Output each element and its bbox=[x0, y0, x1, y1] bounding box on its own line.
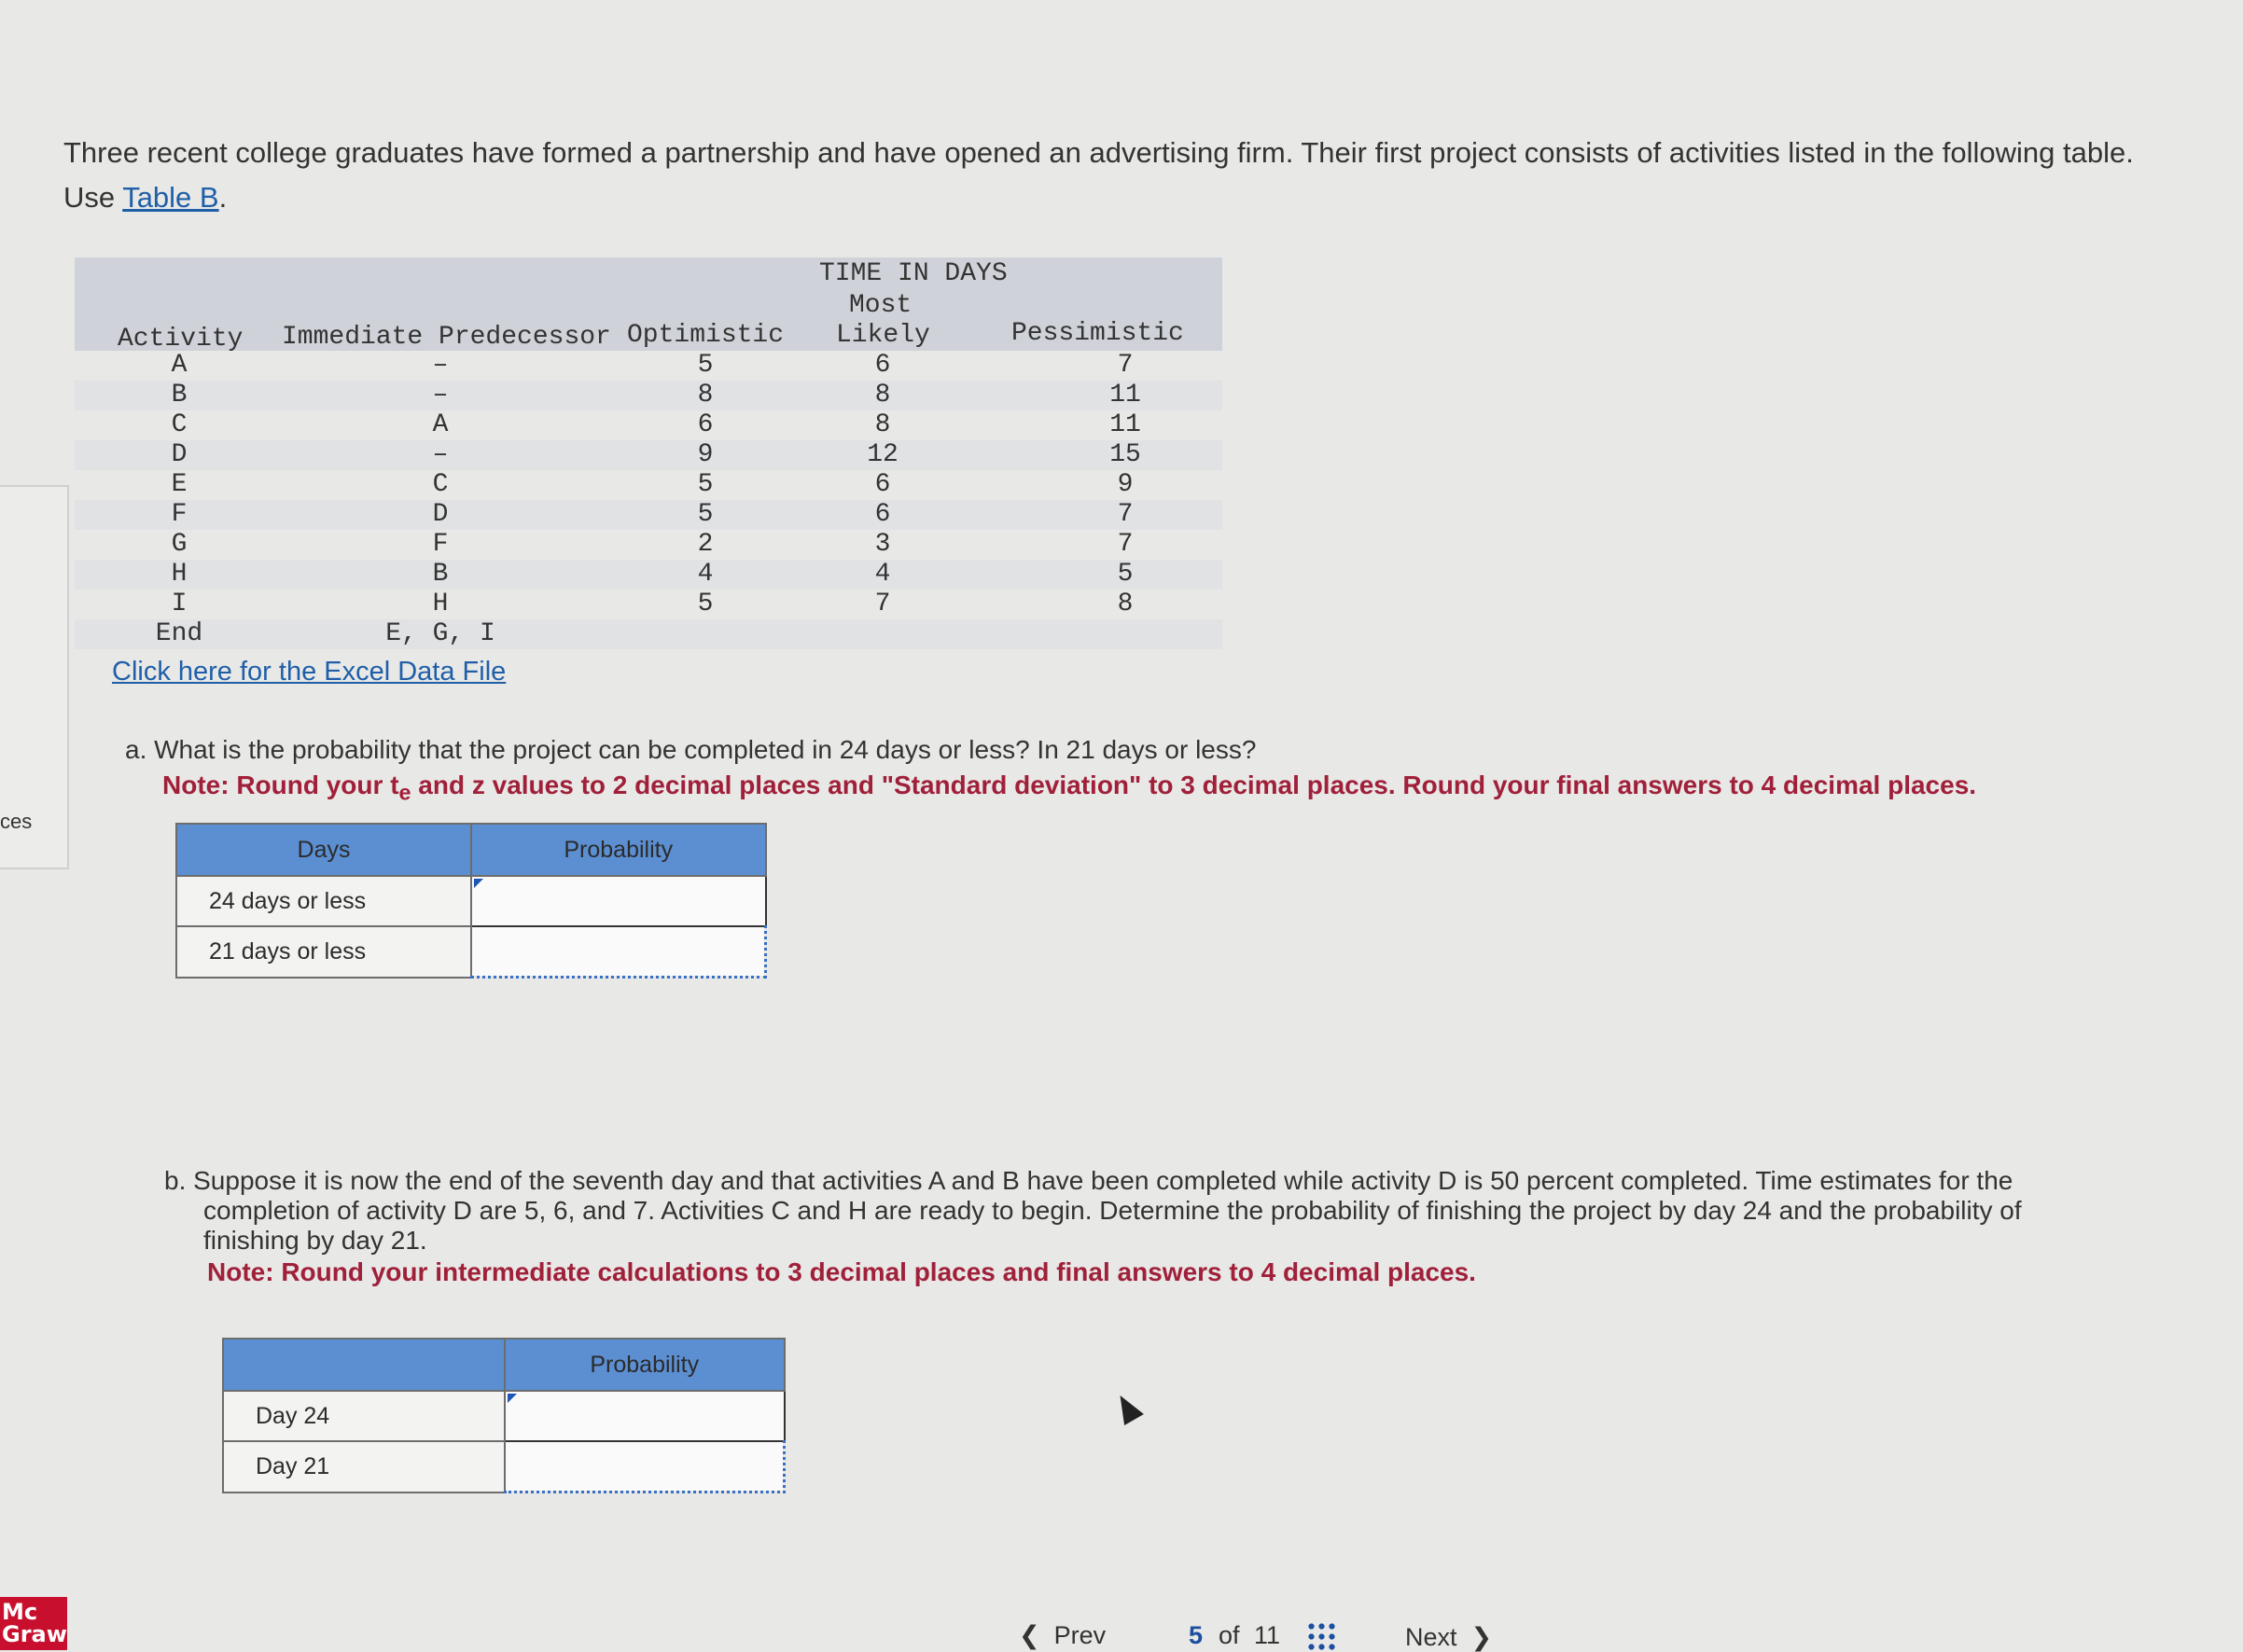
probability-input-24-days[interactable] bbox=[471, 876, 766, 926]
cell-optimistic: 5 bbox=[697, 500, 714, 529]
mouse-cursor-icon bbox=[1110, 1390, 1144, 1425]
cell-optimistic: 9 bbox=[697, 440, 714, 469]
time-in-days-header: TIME IN DAYS bbox=[819, 259, 1008, 288]
cell-pessimistic: 11 bbox=[1109, 381, 1141, 410]
part-b-answer-table bbox=[222, 1338, 786, 1493]
table-row bbox=[75, 500, 1222, 530]
cell-likely: 3 bbox=[874, 530, 891, 559]
cell-activity: E bbox=[171, 470, 188, 499]
part-b-question-line-3: finishing by day 21. bbox=[203, 1226, 427, 1255]
cell-activity: C bbox=[171, 410, 188, 439]
table-row bbox=[75, 590, 1222, 619]
table-b-link[interactable]: Table B bbox=[122, 181, 219, 214]
cell-predecessor: A bbox=[432, 410, 449, 439]
cell-pessimistic: 5 bbox=[1117, 560, 1134, 589]
chevron-left-icon: ❮ bbox=[1019, 1621, 1040, 1649]
cell-activity: A bbox=[171, 351, 188, 380]
col-activity: Activity bbox=[118, 325, 244, 354]
cell-activity: D bbox=[171, 440, 188, 469]
part-b-note: Note: Round your intermediate calculations to 3 decimal places and final answers to 4 decimal places. bbox=[207, 1257, 1476, 1286]
data-table-header bbox=[75, 257, 1222, 354]
cell-predecessor: E, G, I bbox=[385, 619, 495, 648]
page-current: 5 bbox=[1189, 1621, 1204, 1649]
page-of: of bbox=[1219, 1621, 1240, 1649]
grid-menu-icon[interactable] bbox=[1306, 1621, 1336, 1651]
cell-likely: 6 bbox=[874, 470, 891, 499]
cell-likely: 6 bbox=[874, 500, 891, 529]
part-a-answer-table bbox=[175, 823, 767, 979]
col-pessimistic: Pessimistic bbox=[1011, 319, 1184, 348]
cell-pessimistic: 8 bbox=[1117, 590, 1134, 618]
table-row bbox=[75, 560, 1222, 590]
part-a-days-header: Days bbox=[176, 824, 471, 876]
cell-likely: 6 bbox=[874, 351, 891, 380]
cell-optimistic: 5 bbox=[697, 470, 714, 499]
cell-activity: F bbox=[171, 500, 188, 529]
cell-pessimistic: 7 bbox=[1117, 351, 1134, 380]
cell-optimistic: 5 bbox=[697, 351, 714, 380]
cell-likely: 8 bbox=[874, 381, 891, 410]
part-a-note bbox=[162, 770, 1976, 808]
part-a-probability-header: Probability bbox=[471, 824, 766, 876]
row-label: 21 days or less bbox=[176, 926, 471, 978]
col-likely: Likely bbox=[836, 321, 930, 350]
cell-activity: H bbox=[171, 560, 188, 589]
cell-pessimistic: 15 bbox=[1109, 440, 1141, 469]
table-row bbox=[75, 619, 1222, 649]
part-b-probability-header: Probability bbox=[505, 1339, 785, 1391]
most-header: Most bbox=[849, 291, 913, 320]
part-b-question-line-1: b. Suppose it is now the end of the seventh day and that activities A and B have been completed while activity D is 50 percent completed. Time estimates for the bbox=[164, 1166, 2013, 1195]
chevron-right-icon: ❯ bbox=[1470, 1623, 1493, 1651]
logo-line-2: Graw bbox=[2, 1621, 67, 1647]
table-row bbox=[176, 876, 766, 926]
table-row bbox=[223, 1391, 785, 1441]
col-predecessor: Immediate Predecessor bbox=[282, 323, 611, 352]
row-label: 24 days or less bbox=[176, 876, 471, 926]
mcgraw-logo bbox=[0, 1597, 67, 1650]
part-b-blank-header bbox=[223, 1339, 505, 1391]
cell-predecessor: – bbox=[432, 440, 449, 469]
cell-pessimistic: 11 bbox=[1109, 410, 1141, 439]
cell-optimistic: 5 bbox=[697, 590, 714, 618]
next-button[interactable] bbox=[1405, 1623, 1492, 1652]
table-row bbox=[223, 1441, 785, 1492]
table-row bbox=[75, 440, 1222, 470]
row-label: Day 24 bbox=[223, 1391, 505, 1441]
cell-activity: End bbox=[155, 619, 203, 648]
table-row bbox=[176, 926, 766, 978]
activity-data-table bbox=[75, 257, 1222, 649]
probability-input-day-21[interactable] bbox=[505, 1441, 785, 1492]
part-b-question-line-2: completion of activity D are 5, 6, and 7. Activities C and H are ready to begin. Determine the probability of finishing the project by day 24 and the probability of bbox=[203, 1196, 2022, 1225]
prev-button[interactable] bbox=[1019, 1621, 1106, 1650]
cell-pessimistic: 7 bbox=[1117, 530, 1134, 559]
cell-predecessor: H bbox=[432, 590, 449, 618]
part-a-note-1: Note: Round your t bbox=[162, 770, 399, 799]
logo-line-1: Mc bbox=[2, 1599, 38, 1625]
side-panel-label: ces bbox=[0, 810, 33, 833]
table-row bbox=[75, 530, 1222, 560]
prev-label: Prev bbox=[1053, 1621, 1107, 1649]
table-row bbox=[75, 470, 1222, 500]
part-a-note-sub: e bbox=[398, 780, 411, 805]
cell-optimistic: 6 bbox=[697, 410, 714, 439]
cell-likely: 12 bbox=[867, 440, 899, 469]
cell-activity: I bbox=[171, 590, 188, 618]
cell-predecessor: C bbox=[432, 470, 449, 499]
cell-likely: 8 bbox=[874, 410, 891, 439]
cell-optimistic: 4 bbox=[697, 560, 714, 589]
table-row bbox=[75, 351, 1222, 381]
cell-predecessor: D bbox=[432, 500, 449, 529]
problem-intro bbox=[63, 131, 2191, 220]
page-total: 11 bbox=[1254, 1621, 1281, 1649]
row-label: Day 21 bbox=[223, 1441, 505, 1492]
probability-input-day-24[interactable] bbox=[505, 1391, 785, 1441]
cell-predecessor: – bbox=[432, 381, 449, 410]
cell-pessimistic: 9 bbox=[1117, 470, 1134, 499]
next-label: Next bbox=[1405, 1623, 1457, 1651]
cell-optimistic: 8 bbox=[697, 381, 714, 410]
cell-predecessor: F bbox=[432, 530, 449, 559]
cell-activity: B bbox=[171, 381, 188, 410]
cell-pessimistic: 7 bbox=[1117, 500, 1134, 529]
data-table-body bbox=[75, 351, 1222, 649]
excel-data-link[interactable]: Click here for the Excel Data File bbox=[112, 657, 507, 687]
table-row bbox=[75, 381, 1222, 410]
cell-likely: 4 bbox=[874, 560, 891, 589]
part-a-note-2: and z values to 2 decimal places and "Standard deviation" to 3 decimal places. Round your final answers to 4 decimal places. bbox=[411, 770, 1977, 799]
part-a-question: a. What is the probability that the project can be completed in 24 days or less? In 21 days or less? bbox=[125, 735, 1257, 764]
intro-end: . bbox=[218, 181, 228, 214]
cell-optimistic: 2 bbox=[697, 530, 714, 559]
intro-text: Three recent college graduates have formed a partnership and have opened an advertising firm. Their first project consists of activities listed in the following table. Use bbox=[63, 136, 2134, 214]
col-optimistic: Optimistic bbox=[627, 321, 785, 350]
cell-predecessor: B bbox=[432, 560, 449, 589]
probability-input-21-days[interactable] bbox=[471, 926, 766, 978]
table-row bbox=[75, 410, 1222, 440]
cell-activity: G bbox=[171, 530, 188, 559]
cell-predecessor: – bbox=[432, 351, 449, 380]
cell-likely: 7 bbox=[874, 590, 891, 618]
